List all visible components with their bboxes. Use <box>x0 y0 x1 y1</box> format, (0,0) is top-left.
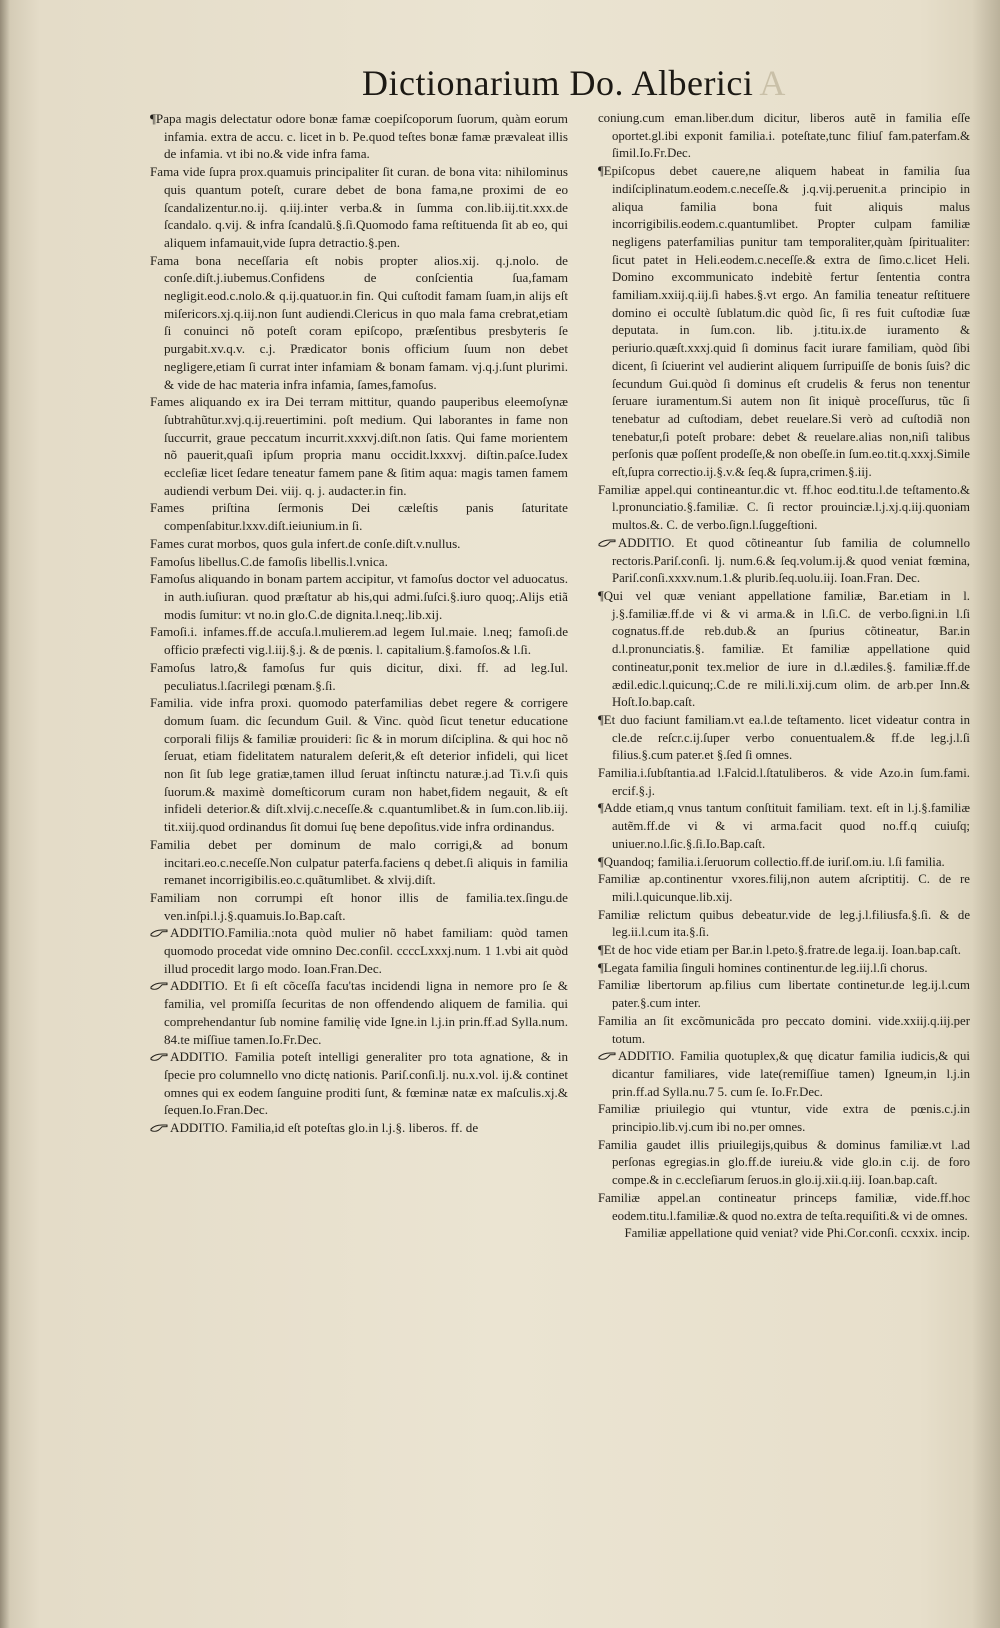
entry: ¶Qui vel quæ veniant appellatione familiæ, Bar.etiam in l. j.§.familiæ.ff.de vi & vi arma.& in l.ſi.C. de verbo.ſigni.in l.ſi cognatus.ff.de reb.dub.& an ſpurius cõtineatur, Bar.in d.l.pronunciatis.§. familiæ. Et familiæ appellatione quid contineatur,ponit tex.melior de iure in d.l.ædiles.§. familiæ.ff.de ædil.edic.l.quicunq;.C.de re mili.li.xij.cum olim. de arb.per Inn.& Hoſt.Io.bap.caſt. <box>598 588 970 710</box>
manicule-icon <box>150 925 168 939</box>
addition-entry <box>150 977 568 1048</box>
entry: Familia.i.ſubſtantia.ad l.Falcid.l.ſtatuliberos. & vide Azo.in ſum.fami. ercif.§.j. <box>598 766 970 798</box>
addition-entry <box>598 1048 970 1101</box>
entry: Famoſus aliquando in bonam partem accipitur, vt famoſus doctor vel aduocatus. in auth.iuſiuran. quod præſtatur ab his,qui admi.ſuſci.§.iuro quoq;.Alijs etiã modis ſumitur: vt no.in glo.C.de dignita.l.neq;.lib.xij. <box>150 571 568 622</box>
page-gutter-shadow <box>972 0 1000 1628</box>
addition-entry <box>150 1048 568 1119</box>
addition-entry <box>150 924 568 977</box>
entry: ¶Et duo faciunt familiam.vt ea.l.de teſtamento. licet videatur contra in cle.de reſcr.c.ij.ſuper verbo conuentualem.& ff.de leg.j.l.ſi filius.§.cum pater.et §.ſed ſi omnes. <box>598 712 970 763</box>
entry: Famoſus libellus.C.de famoſis libellis.l.vnica. <box>150 553 388 569</box>
manicule-icon <box>150 1120 168 1134</box>
entry: ¶Legata familia ſinguli homines continentur.de leg.iij.l.ſi chorus. <box>598 960 928 975</box>
entry: coniung.cum eman.liber.dum dicitur, liberos autẽ in familia eſſe oportet.gl.ibi exponit familia.i. poteſtate,tunc filiuſ fam.paterfam.& ſimil.Io.Fr.Dec. <box>598 111 970 161</box>
page-left-edge <box>0 0 10 1628</box>
running-head-ghost: A <box>759 63 786 103</box>
addition-text: ADDITIO. Familia quotuplex,& quę dicatur familia iudicis,& qui dicantur familiares, vide late(remiſſiue tamen) Igneum,in l.j.in prin.ff.ad Sylla.nu.7 5. cum ſe. Io.Fr.Dec. <box>612 1049 970 1099</box>
entry: Fama bona neceſſaria eſt nobis propter alios.xij. q.j.nolo. de conſe.diſt.j.iubemus.Confidens de conſcientia ſua,famam negligit.eod.c.nolo.& q.ij.quatuor.in fin. Qui cuſtodit famam ſuam,in alijs eſt miſericors.xj.q.iij.non ſunt audiendi.Clericus in quo mala fama crebrat,etiam ſi conuinci nõ poteſt coram epiſcopo, præſentibus presbyteris ſe purgabit.xv.q.v. c.j. Prædicator bonis officium ſuum non debet negligere,etiam ſi currat inter infamiam & bonam famam. vj.q.j.ſunt plurimi. & vide de hac materia infra infamia, ſames,famoſus. <box>150 252 568 392</box>
running-head-title: Dictionarium Do. Alberici <box>362 63 754 103</box>
running-head <box>362 62 786 104</box>
entry: Fames priſtina ſermonis Dei cæleſtis panis ſaturitate compenſabitur.lxxv.diſt.ieiunium.in ſi. <box>150 500 568 534</box>
entry: Familiæ appel.an contineatur princeps familiæ, vide.ff.hoc eodem.titu.l.familiæ.& quod no.extra de teſta.requiſiti.& vi de omnes. <box>598 1190 970 1223</box>
addition-text: ADDITIO. Et quod cõtineantur ſub familia de columnello rectoris.Pariſ.conſi. lj. num.6.& ſeq.volum.ij.& quod veniat fœmina, Pariſ.conſi.xxxv.num.1.& plurib.ſeq.uolu.iij. Ioan.Fran. Dec. <box>612 535 970 586</box>
manicule-icon <box>598 1048 616 1062</box>
entry: Fames aliquando ex ira Dei terram mittitur, quando pauperibus eleemoſynæ ſubtrahũtur.xvj.q.ij.reuertimini. poſt medium. Qui laborantes in fame non ſuccurrit, graue peccatum incurrit.xxxvj.diſt.non ſatis. Qui fame morientem nõ pauerit,quaſi ipſum propria manu occidit.lxxxvj. diſtin.paſce.Iudex eccleſiæ licet ſedare teneatur famem pane & ſitim aqua: magis tamen famem audiendi verbum Dei. viij. q. j. audacter.in fin. <box>150 394 568 498</box>
addition-text: ADDITIO. Familia,id eſt poteſtas glo.in l.j.§. liberos. ff. de <box>170 1120 479 1136</box>
addition-text: ADDITIO. Et ſi eſt cõceſſa facu'tas incidendi ligna in nemore pro ſe & familia, vel promiſſa ſecuritas de non offendendo aliquem de familia. qui comprehendantur ſub nomine familię vide Igne.in l.j.in prin.ff.ad Sylla.num. 84.te miſſiue tamen.Io.Fr.Dec. <box>164 978 568 1047</box>
entry: ¶Adde etiam,q vnus tantum conſtituit familiam. text. eſt in l.j.§.familiæ autẽm.ff.de vi & vi arma.facit quod no.ff.q cuiuſq; uniuer.no.l.ſic.§.ſi.Io.Bap.caſt. <box>598 801 970 851</box>
entry: Familia debet per dominum de malo corrigi,& ad bonum incitari.eo.c.neceſſe.Non culpatur paterfa.faciens q debet.ſi aliquis in familia remanet incorrigibilis.eo.c.quãtumlibet. & xlvij.diſt. <box>150 836 568 888</box>
entry: Fama vide ſupra prox.quamuis principaliter ſit curan. de bona vita: nihilominus quis quantum poteſt, curare debet de bona fama,ne proximi de eo ſcandalizentur.no.ij. q.iij.inter verba.& in ſumma con.lib.iij.tit.xxx.de ſcandalo. q.vij. & infra ſcandalũ.§.ſi.Quomodo fama reſtituenda ſit ab eo, qui aliquem infamauit,vide ſupra detractio.§.pen. <box>150 164 568 250</box>
entry: Familiæ appel.qui contineantur.dic vt. ff.hoc eod.titu.l.de teſtamento.& l.pronunciatio.§.familiæ. C. ſi rector prouinciæ.l.j.xj.q.iij.quoniam multos.&. C. de verbo.ſign.l.ſuggeſtioni. <box>598 482 970 533</box>
manicule-icon <box>598 535 616 549</box>
entry: Familia. vide infra proxi. quomodo paterfamilias debet regere & corrigere domum ſuam. dic ſecundum Guil. & Vinc. quòd ſicut tenetur educatione corporali filijs & familiæ prouideri: ſic & in morum diſciplina. & qui hoc nõ ſeruat, etiam fidelitatem naturalem deſerit,& eſt deterior infideli, qui licet non ſit ſub lege gratiæ,tamen illud ſeruat inſtinctu naturæ.j.ad Ti.v.ſi quis ſuorum.& maximè domeſticorum curam non habet,fidem negauit, & eſt infideli deterior.& diſt.xlvij.c.neceſſe.& c.quantumlibet.& in ſum.con.lib.iij. tit.xiij.quod ordinandus ſit domui ſuę bene depoſitus.vide infra ordinandus. <box>150 695 568 835</box>
right-column <box>598 110 970 1243</box>
entry: Familiæ appellatione quid veniat? vide Phi.Cor.conſi. ccxxix. incip. <box>624 1226 970 1241</box>
entry: Fames curat morbos, quos gula infert.de conſe.diſt.v.nullus. <box>150 535 461 551</box>
entry: Famoſi.i. infames.ff.de accuſa.l.mulierem.ad legem Iul.maie. l.neq; famoſi.de officio præfecti vig.l.iij.§.j. & de pœnis. l. capitalium.§.famoſos.& l.ſi. <box>150 624 568 658</box>
manicule-icon <box>150 1049 168 1063</box>
entry: Familiæ priuilegio qui vtuntur, vide extra de pœnis.c.j.in principio.lib.vj.cum ibi no.per omnes. <box>598 1102 970 1135</box>
addition-entry <box>598 535 970 588</box>
entry: Familia gaudet illis priuilegijs,quibus & dominus familiæ.vt l.ad perſonas egregias.in glo.ff.de iureiu.& vide glo.in c.ij. de foro compe.& in c.eccleſiarum ſeruos.in glo.ij.xii.q.iij. Ioan.bap.caſt. <box>598 1137 970 1188</box>
entry: ¶Et de hoc vide etiam per Bar.in l.peto.§.fratre.de lega.ij. Ioan.bap.caſt. <box>598 943 961 958</box>
entry: Famoſus latro,& famoſus fur quis dicitur, dixi. ff. ad leg.Iul. peculiatus.l.ſacrilegi pœnam.§.ſi. <box>150 659 568 693</box>
addition-text: ADDITIO. Familia poteſt intelligi generaliter pro tota agnatione, & in ſpecie pro columnello vno dictę nationis. Pariſ.conſi.lj. nu.x.vol. ij.& continet omnes qui ex eodem ſanguine proditi ſunt, & fœminæ natæ ex maſculis.xj.& ſequen.Io.Fran.Dec. <box>164 1049 569 1118</box>
entry: Familiam non corrumpi eſt honor illis de familia.tex.ſingu.de ven.inſpi.l.j.§.quamuis.Io.Bap.caſt. <box>150 889 568 923</box>
entry: Familiæ libertorum ap.filius cum libertate continetur.de leg.ij.l.cum pater.§.cum inter. <box>598 978 970 1011</box>
entry: Familia an ſit excõmunicãda pro peccato domini. vide.xxiij.q.iij.per totum. <box>598 1013 970 1046</box>
manicule-icon <box>150 978 168 992</box>
entry: Familiæ relictum quibus debeatur.vide de leg.j.l.filiusfa.§.ſi. & de leg.ii.l.cum ita.§.ſi. <box>598 907 970 940</box>
addition-text: ADDITIO.Familia.:nota quòd mulier nõ habet familiam: quòd tamen quomodo procedat vide omnino Dec.conſil. ccccLxxxj.num. 1 1.vbi ait quòd illud procedit largo modo. Ioan.Fran.Dec. <box>164 925 568 976</box>
left-column <box>150 110 568 1137</box>
entry: Familiæ ap.continentur vxores.filij,non autem aſcriptitij. C. de re mili.l.quicunque.lib.xij. <box>598 872 970 904</box>
entry: ¶Papa magis delectatur odore bonæ famæ coepiſcoporum ſuorum, quàm eorum infamia. extra de accu. c. licet in b. Pe.quod teſtes bonæ famæ prævaleat illis de infamia. vt ibi no.& vide infra fama. <box>150 111 568 162</box>
entry: ¶Quandoq; familia.i.ſeruorum collectio.ff.de iuriſ.om.iu. l.ſi familia. <box>598 854 945 869</box>
entry: ¶Epiſcopus debet cauere,ne aliquem habeat in familia ſua indiſciplinatum.eodem.c.neceſſe.& j.q.vij.peruenit.a principio in aliqua familia bona fuit aliquis malus incorrigibilis.eodem.c.quantumlibet. Propter culpam familiæ negligens paterfamilias punitur tam temporaliter,quàm ſpiritualiter: ſicut patet in Heli.eodem.c.neceſſe.& extra de ſimo.c.licet Heli. Domino excommunicato indebitè fertur ſententia contra familiam.xxiij.q.iij.ſi habes.§.vt ergo. An familia teneatur reſtituere domino ei occultè ſublatum.dic quòd ſic, ſi res fuit cuſtodiæ ſuæ deputata. in ſum.con. lib. j.titu.ix.de iuramento & periurio.quæſt.xxxj.quid ſi dominus facit iurare familiam, quòd ſibi dicent, ſi ſciuerint vel audierint aliquem ſurripuiſſe de bonis ſuis? dic ſecundum Gui.quòd ſi dominus eſt crudelis & ferus non tenentur ſeruare iuramentum.Si autem non ſit iniquè proceſſurus, tũc ſi tenebatur ad cuſtodiam, debet reuelare.Si verò ad cuſtodiã non tenebatur,ſi poteſt probare: debet & reuelare.alias non,niſi talibus perſonis quæ poſſent prodeſſe,& non obeſſe.in ſum.eo.tit.q.xxxj.Simile eſt,ſupra correctio.ij.§.v.& ſeq.& ſupra,crimen.§.iij. <box>598 164 970 480</box>
addition-entry <box>150 1119 568 1137</box>
